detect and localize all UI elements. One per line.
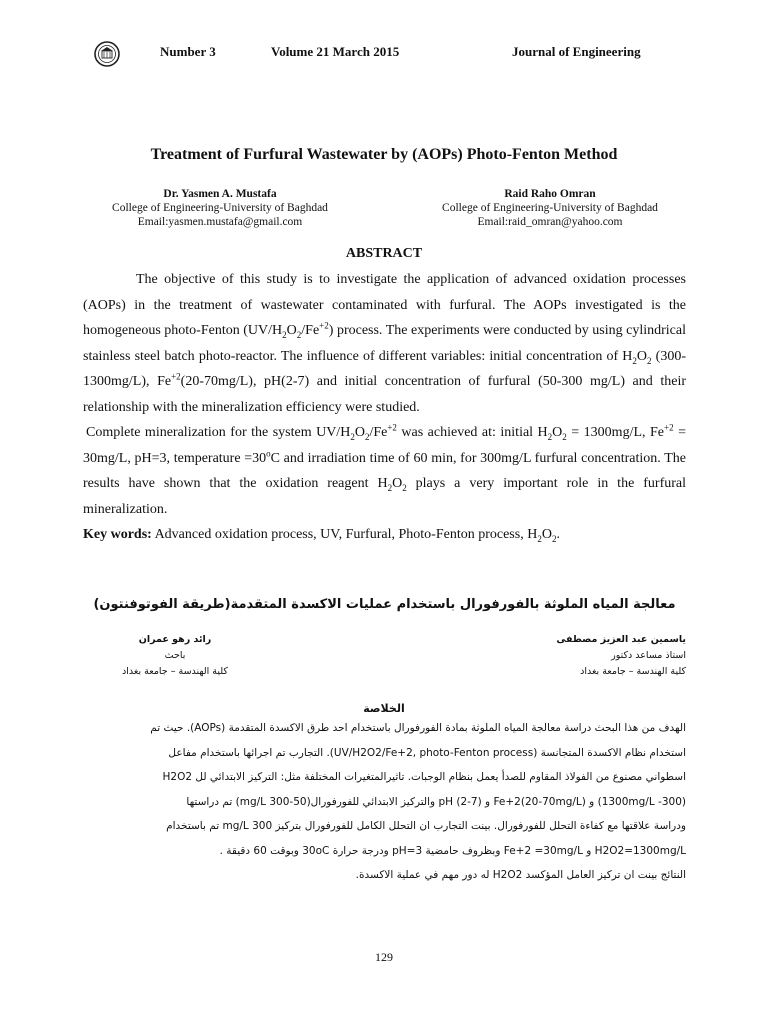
author-block-2 [400,187,700,229]
abstract-body [83,267,686,548]
abstract-paragraph-2: Complete mineralization for the system $UV/H_2O_2/Fe^{+2}$ was achieved at: initial $H_2O_2 = 1300mg/L$, $Fe^{+2} = 30mg/L$, pH=3, temperature $=30^oC$ and irradiation time of 60 min, for 300mg/L furfural concentration. The results have shown that the oxidation reagent $H_2O_2$ plays a very important role in the furfural mineralization. [83,422,686,517]
arabic-line: ودراسة علاقتها مع كفاءة التحلل للفورفورال. بينت التجارب ان التحلل الكامل للفورفورال بتركيز 300 mg/L تم باستخدام [166,820,686,832]
author-email: Email:yasmen.mustafa@gmail.com [137,216,303,228]
volume-date: Volume 21 March 2015 [271,44,400,59]
arabic-line: الهدف من هذا البحث دراسة معالجة المياه الملوثة بمادة الفورفورال باستخدام احد طرق الاكسدة المتقدمة (AOPs). حيث تم [150,722,686,734]
arabic-title: معالجة المياه الملوثة بالفورفورال باستخدام عمليات الاكسدة المتقدمة(طريقة الفوتوفنتون) [93,597,676,612]
author-block-1 [70,187,370,229]
arabic-line: استخدام نظام الاكسدة المتجانسة (UV/H2O2/Fe+2, photo-Fenton process). التجارب تم اجرائها باستخدام مفاعل [168,746,686,759]
paper-title: Treatment of Furfural Wastewater by (AOPs) Photo-Fenton Method [150,146,618,163]
author-affiliation: College of Engineering-University of Baghdad [442,202,658,214]
journal-name: Journal of Engineering [512,44,641,59]
author-affiliation: College of Engineering-University of Baghdad [112,202,328,214]
page-number: 129 [375,950,393,964]
keywords: Key words: Advanced oxidation process, UV, Furfural, Photo-Fenton process, $H_2O_2$. [83,527,560,544]
running-header [0,44,768,62]
abstract-heading: ABSTRACT [345,246,423,261]
arabic-line: اسطواني مصنوع من الفولاذ المقاوم للصدأ يعمل بنظام الوجبات. تاثيرالمتغيرات المختلفة مثل: التركيز الابتدائي لل H2O2 [162,771,686,783]
arabic-abstract-heading: الخلاصة [363,702,405,715]
arabic-line: H2O2=1300mg/L و Fe+2 =30mg/L وبظروف حامضية pH=3 ودرجة حرارة 30oC وبوقت 60 دقيقة . [219,844,686,857]
arabic-author-1: ياسمين عبد العزيز مصطفى استاذ مساعد دكتور كلية الهندسة – جامعة بغداد [556,634,686,677]
arabic-line: النتائج بينت ان تركيز العامل المؤكسد H2O2 له دور مهم في عملية الاكسدة. [355,869,686,881]
arabic-author-2: رائد رهو عمران باحث كلية الهندسة – جامعة بغداد [122,634,228,677]
author-email: Email:raid_omran@yahoo.com [477,216,623,228]
arabic-line: (300- 1300mg/L) و Fe+2(20-70mg/L) و pH (2-7) والتركيز الابتدائي للفورفورال(50-300 mg/L) تم دراستها [186,795,686,808]
arabic-abstract-body [83,716,686,888]
author-name: Dr. Yasmen A. Mustafa [163,188,277,200]
issue-number: Number 3 [160,44,216,59]
abstract-paragraph-1: The objective of this study is to investigate the application of advanced oxidation processes (AOPs) in the treatment of wastewater contaminated with furfural. The AOPs investigated is the homogeneous photo-Fenton $(UV/H_2O_2/Fe^{+2})$ process. The experiments were conducted by using cylindrical stainless steel batch photo-reactor. The influence of different variables: initial concentration of $H_2O_2$ (300-1300mg/L), $Fe^{+2}(20-70mg/L)$, pH(2-7) and initial concentration of furfural (50-300 mg/L) and their relationship with the mineralization efficiency were studied. [83,272,687,415]
author-name: Raid Raho Omran [504,188,596,200]
